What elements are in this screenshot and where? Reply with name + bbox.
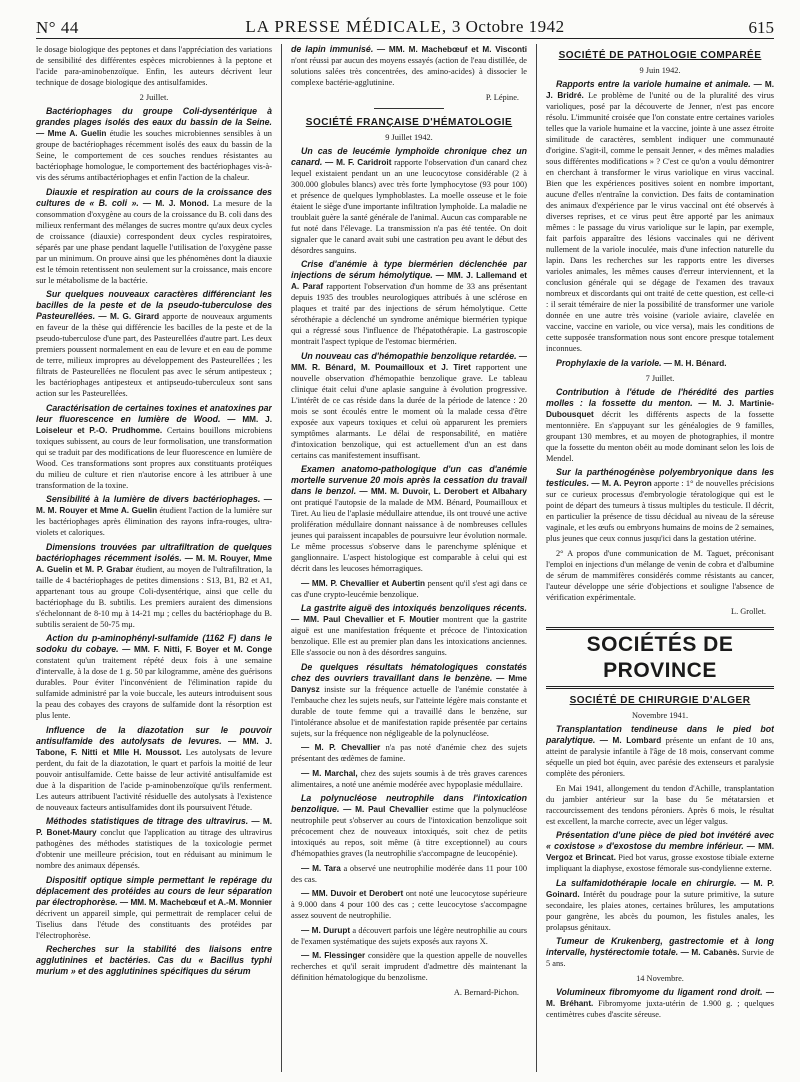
entry-authors: — MM. J. Tabone, F. Nitti et Mlle H. Moussot. <box>36 736 272 757</box>
society-heading: SOCIÉTÉ DE CHIRURGIE D'ALGER <box>569 695 751 706</box>
entry-text: Le problème de l'unité ou de la pluralité des virus varioliques, posé par la découverte de Jenner, n'est pas encore résolu. L'immunité croisée que l'on constate entre certaines varioles telles que la variole humaine et la vaccine, jointe à une assez étroite similitude de caractères, semblent indiquer une communauté d'origine. S'agit-il, comme le pensait Jenner, « des mêmes maladies sous différentes modifications » ? C'est ce qu'on a voulu démontrer en cherchant à transformer le virus variolique en virus vaccinal. Bien que les expériences positives soient en nombre important, aucune d'elles n'entraîne la conviction. Des faits de contamination des animaux d'expérience par le virus vaccinal ont été observés à diverses reprises, et ce virus peut être apporté par les animaux mêmes : le passage du virus variolique sur le lapin, par exemple, fait parfois apparaître des lésions vaccinales qui ne dérivent nullement de la variole inoculée, mais d'une infection naturelle du lapin. Dans les recherches sur les rapports entre les diverses varioles animales, les mêmes causes d'erreur interviennent, et la conclusion générale qui se dégage de l'examen des travaux nombreux et discordants qui ont traité de cette question, est celle-ci : il serait téméraire de nier la possibilité de transformer une variole donnée en une autre très voisine (variole aviaire, clavelée en vaccine, vaccine en variole, ou vice versa), mais les conditions de cette supposée transformation nous sont encore presque totalement inconnues. <box>546 91 774 353</box>
entry-text: étudient, au moyen de l'ultrafiltration, la taille de 4 bactériophages de petites dimensions : S13, B1, B2 et A1, appartenant tous au groupe Coli-dysentérique, ainsi que celle du bactériophage du B. subtilis. Les premiers auraient des dimensions s'échelonnant de 8-10 mμ à 14-21 mμ ; celles du bactériophage du B. subtilis seraient de 50-75 mμ. <box>36 564 272 629</box>
session-date: 9 Juin 1942. <box>639 66 681 75</box>
entry-authors: — M. M. Rouyer et Mme A. Guelin <box>36 495 272 515</box>
entry-text: Pied bot varus, grosse exostose tibiale externe impliquant la diaphyse, exostose fémorale sus-condylienne externe. <box>546 853 774 873</box>
entry-title: Transplantation tendineuse dans le pied bot paralytique. <box>546 724 774 745</box>
entry-text: décrit les différents aspects de la fossette mentonnière. En s'appuyant sur les généalogies de 9 familles, groupant 130 membres, et au moyen de photographies, il montre que la fossette du menton obéit au mode dominant selon les lois de Mendel. <box>546 409 774 463</box>
entry-text: 2° A propos d'une communication de M. Taguet, préconisant l'emploi en injections d'un mélange de venin de cobra et d'albumine de sérum de mammifères considérés comme résistants au cancer, l'auteur développe une série d'objections et souligne l'absence de vérification expérimentale. <box>546 548 774 602</box>
entry-text: n'a pas noté d'anémie chez des sujets présentant des œdèmes de famine. <box>291 743 527 763</box>
section-rule <box>374 108 444 109</box>
column-divider <box>536 44 537 1072</box>
entry-text: ont pratiqué l'autopsie de la malade de MM. Bénard, Poumailloux et Tiret. Au lieu de l'aplasie médullaire attendue, ils ont trouvé une active prolifération médullaire donnant naissance à de nombreuses cellules jeunes qui paraissent incapables de poursuivre leur évolution normale. Le même processus s'observe dans le parenchyme splénique et ganglionnaire. L'aspect histologique est comparable à celui qui est décrit dans les leucoses hémorragiques. <box>291 498 527 573</box>
entry-text: présente un enfant de 10 ans, atteint de paralysie infantile à l'âge de 18 mois, conservant comme séquelle un pied bot équin, avec parésie des extenseurs et paralysie complète des péroniers. <box>546 736 774 778</box>
entry-authors: — MM. Paul Chevallier et F. Moutier <box>291 615 439 624</box>
entry-title: de lapin immunisé. <box>291 44 374 54</box>
entry-title: Contribution à l'étude de l'hérédité des parties molles : la fossette du menton. <box>546 386 774 408</box>
page-number: 615 <box>748 18 774 37</box>
article-entry <box>546 878 774 933</box>
entry-text: apporte de nouveaux arguments en faveur de la thèse qui différencie les bacilles de la peste et de la pseudo-tuberculose d'une part, des Pasteurellées d'autre part. Les deux premiers poussent normalement en eau de levure et en eau de pomme de terre, milieux impropres au développement des Pasteurellées ; les filtrats de Pasteurellées ne floculent pas avec le sérum antipesteux ; les bactériophages antipesteux et antipseudo-tuberculeux sont sans action sur les Pasteurellées. <box>36 312 272 398</box>
session-date: Novembre 1941. <box>631 711 689 720</box>
entry-text: pensent qu'il s'est agi dans ce cas d'une crypto-leucémie benzolique. <box>291 578 527 599</box>
article-entry <box>291 863 527 885</box>
entry-text: a découvert parfois une légère neutrophilie au cours de l'examen systématique des sujets exposés aux rayons X. <box>291 925 527 946</box>
entry-authors: — MM. J. Lallemand et A. Paraf <box>291 271 527 291</box>
article-entry <box>291 351 527 461</box>
entry-authors: — M. Marchal, <box>301 768 358 778</box>
entry-text: rapportent une nouvelle observation d'hémopathie benzolique grave. Le tableau clinique était celui d'une aplasie sanguine à évolution progressive. L'intérêt de ce cas réside dans la durée de la période de latence : 20 mois se sont écoulés entre le moment où la malade cessa d'être exposée aux vapeurs toxiques et celui où apparurent les premiers symptômes alarmants. Le délai de responsabilité, en matière d'intoxication benzolique, qui est actuellement d'un an est dans certains cas manifestement insuffisant. <box>291 362 527 460</box>
entry-text: considère que la question appelle de nouvelles recherches et qu'il serait imprudent d'admettre dès maintenant la définition hématologique du benzolisme. <box>291 951 527 982</box>
article-entry <box>291 768 527 790</box>
report-signature: A. Bernard-Pichon. <box>453 987 519 997</box>
entry-title: Un cas de leucémie lymphoïde chronique chez un canard. <box>291 145 527 167</box>
entry-authors: — M. Flessinger <box>301 951 366 960</box>
entry-authors: — M. M. Rouyer, Mme A. Guelin et M. P. Grabar <box>36 553 272 574</box>
entry-authors: — M. Cabanès. <box>680 948 740 957</box>
article-entry <box>36 875 272 941</box>
entry-authors: — M. P. Bonet-Maury <box>36 817 272 837</box>
entry-text: Certains bouillons microbiens toxiques subissent, au cours de leur formolisation, une transformation qui se traduit par des modifications de leur fluorescence en lumière de Wood. Ces transformations sont propres aux constituants protéiques du milieu de culture et rien n'autorise encore à les attribuer à une transformation de la toxine. <box>36 425 272 490</box>
entry-text: a observé une neutrophilie modérée dans 11 pour 100 des cas. <box>291 863 527 884</box>
journal-name: LA PRESSE MÉDICALE, <box>245 17 448 36</box>
issue-number: N° 44 <box>36 18 79 37</box>
entry-text: n'ont réussi par aucun des moyens essayés (action de l'eau distillée, de solutions salées très concentrées, des amino-acides) à dissocier le complexe bactérie-agglutinine. <box>291 56 527 87</box>
article-entry <box>291 925 527 947</box>
entry-title: Présentation d'une pièce de pied bot invétéré avec « coxistose » d'exostose du membre inférieur. <box>546 830 774 851</box>
article-entry <box>546 936 774 969</box>
entry-title: Sur la parthénogénèse polyembryonique dans les testicules. <box>546 467 774 488</box>
entry-title: Tumeur de Krukenberg, gastrectomie et à long intervalle, hystérectomie totale. <box>546 936 774 957</box>
entry-authors: — M. A. Peyron <box>591 479 652 488</box>
article-entry <box>36 403 272 491</box>
entry-authors: — M. Lombard <box>599 736 662 745</box>
article-entry <box>36 542 272 630</box>
article-entry <box>291 662 527 739</box>
article-entry <box>546 467 774 544</box>
entry-authors: — MM. Duvoir et Derobert <box>301 889 404 898</box>
article-entry <box>36 494 272 538</box>
article-entry <box>36 44 272 88</box>
entry-authors: — M. J. Martinie-Dubousquet <box>546 398 774 419</box>
entry-text: montrent que la gastrite aiguë est une manifestation fréquente et précoce de l'intoxication benzolique. Elle est au premier plan dans les intoxications anciennes. Elle s'associe ou non à des désordres sanguins. <box>291 615 527 657</box>
journal-title <box>36 17 774 37</box>
entry-authors: — MM. M. Duvoir, L. Derobert et Albahary <box>359 487 527 496</box>
entry-text: estime que la polynucléose neutrophile peut s'observer au cours de l'intoxication benzolique soit précocement chez de nouveaux intoxiqués, soit chez de petits intoxiqués au repos, soit même (à titre exceptionnel) au cours d'hémopathies graves (la neutrophilie s'accompagne de leucopénie). <box>291 805 527 858</box>
article-entry <box>291 888 527 921</box>
entry-text: le dosage biologique des peptones et dans l'appréciation des variations de sensibilité des différentes espèces microbiennes à la peptone et l'acide para-aminobenzoïque. Enfin, les auteurs décrivent leur technique de dosage biologique des antisulfamides. <box>36 45 272 87</box>
entry-text: rapportent l'observation d'un homme de 33 ans présentant depuis 1935 des troubles neurologiques attribués à une sclérose en plaques et traité par des injections de sérum hémolytique. Cette sérothérapie a déclenché un syndrome anémique biermérien typique qui a régressé sous l'influence de l'hépatothérapie. La gastroscopie montrait l'aspect typique de l'estomac biermérien. <box>291 282 527 346</box>
article-entry <box>291 950 527 983</box>
entry-authors: — MM. J. Loiseleur et P.-O. Prudhomme. <box>36 414 272 435</box>
entry-title: Influence de la diazotation sur le pouvoir antisulfamide des autolysats de levures. <box>36 724 272 746</box>
entry-title: La sulfamidothérapie locale en chirurgie. <box>556 877 737 888</box>
entry-text: étudient l'action de la lumière sur les bactériophages après élimination des rayons infra-rouges, ultra-violets et caloriques. <box>36 506 272 537</box>
entry-authors: — M. Bréhant. <box>546 988 774 1008</box>
entry-authors: — M. Durupt <box>301 925 351 935</box>
entry-authors: — MM. M. Machebœuf et M. Visconti <box>376 45 527 54</box>
column-1 <box>36 44 272 1074</box>
entry-title: Sur quelques nouveaux caractères différenciant les bacilles de la peste et de la pseudo-tuberculose des Pasteurellées. <box>36 289 272 321</box>
entry-authors: — MM. F. Nitti, F. Boyer et M. Conge <box>122 645 272 654</box>
article-entry <box>546 724 774 779</box>
article-entry <box>36 633 272 721</box>
entry-authors: — M. F. Caridroit <box>325 157 392 167</box>
entry-title: Volumineux fibromyome du ligament rond droit. <box>556 987 763 997</box>
entry-text: conclut que l'application au titrage des ultravirus pathogènes des méthodes statistiques de la toxicologie permet d'obtenir une meilleure précision, tout en réduisant au minimum le nombre des animaux dépensés. <box>36 828 272 870</box>
entry-text: En Mai 1941, allongement du tendon d'Achille, transplantation du jambier antérieur sur la base du 5e métatarsien et raccourcissement des tendons péroniers. Après 6 mois, le résultat est excellent, la marche correcte, avec un léger valgus. <box>546 783 774 826</box>
entry-title: Caractérisation de certaines toxines et anatoxines par leur fluorescence en lumière de Wood. <box>36 402 272 424</box>
session-date: 2 Juillet. <box>139 93 169 102</box>
article-entry <box>291 44 527 88</box>
entry-title: Examen anatomo-pathologique d'un cas d'anémie mortelle survenue 20 mois après la cessation du travail dans le benzol. <box>291 464 527 496</box>
article-entry <box>291 578 527 600</box>
entry-title: Diauxie et respiration au cours de la croissance des cultures de « B. coli ». <box>36 186 272 208</box>
entry-title: La gastrite aiguë des intoxiqués benzoliques récents. <box>301 603 527 613</box>
entry-text: chez des sujets soumis à de très graves carences alimentaires, a noté une anémie modérée avec hypoplasie médullaire. <box>291 768 527 789</box>
entry-title: Sensibilité à la lumière de divers bactériophages. <box>46 494 261 504</box>
session-date: 14 Novembre. <box>636 974 684 983</box>
entry-title: Rapports entre la variole humaine et animale. <box>556 79 751 89</box>
session-date: 9 Juillet 1942. <box>385 132 433 142</box>
entry-authors: — M. Paul Chevallier <box>343 805 429 814</box>
article-entry <box>546 830 774 874</box>
entry-title: De quelques résultats hématologiques constatés chez des ouvriers travaillant dans le benzène. <box>291 661 527 683</box>
entry-authors: — MM. P. Chevallier et Aubertin <box>301 578 426 588</box>
society-heading: SOCIÉTÉ DE PATHOLOGIE COMPARÉE <box>558 50 762 61</box>
entry-title: Recherches sur la stabilité des liaisons entre agglutinines et bactéries. Cas du « Bacillus typhi murium » et des agglutinines spécifiques du sérum <box>36 944 272 976</box>
entry-authors: — M. P. Goinard. <box>546 878 774 899</box>
entry-authors: — MM. R. Bénard, M. Poumailloux et J. Tiret <box>291 351 527 372</box>
entry-authors: — MM. Vergoz et Brincat. <box>546 842 774 862</box>
entry-text: Fibromyome juxta-utérin de 1.900 g. ; quelques centimètres cubes d'ascite séreuse. <box>546 999 774 1019</box>
entry-title: Dimensions trouvées par ultrafiltration de quelques bactériophages récemment isolés. <box>36 541 272 563</box>
entry-authors: — Mme Danysz <box>291 673 527 694</box>
article-entry <box>546 358 774 369</box>
article-entry <box>36 187 272 286</box>
entry-authors: — MM. M. Machebœuf et A.-M. Monnier <box>119 897 272 907</box>
article-entry <box>291 603 527 658</box>
article-entry <box>291 259 527 347</box>
entry-text: Intérêt du poudrage pour la suture primitive, la suture secondaire, les plaies atones, certaines brûlures, les amputations pour gangrène, les abcès du poumon, les fistules anales, les prolapsus génitaux. <box>546 889 774 932</box>
entry-text: Survie de 5 ans. <box>546 948 774 968</box>
entry-title: Un nouveau cas d'hémopathie benzolique retardée. <box>301 350 517 361</box>
entry-authors: — M. H. Bénard. <box>663 358 727 368</box>
entry-title: Crise d'anémie à type biermérien déclenchée par injections de sérum hémolytique. <box>291 259 527 280</box>
entry-text: constatent qu'un traitement répété deux fois à une semaine d'intervalle, à la dose de 1 g. 50 par kilogramme, amène des guérisons durables. Pour éviter l'inconvénient de l'élimination rapide du sulfamide administré par la voie buccale, les auteurs introduisent sous la peau des cobayes des crayons de sulfamide dont la résorption est plus lente. <box>36 656 272 720</box>
entry-title: Dispositif optique simple permettant le repérage du déplacement des protéides au cours de leur séparation par électrophorèse. <box>36 874 272 907</box>
entry-text: décrivent un appareil simple, qui permettrait de remplacer celui de Tiselius dans l'étude des constituants des protéides par l'électrophorèse. <box>36 908 272 940</box>
article-entry <box>546 387 774 464</box>
article-entry <box>36 106 272 183</box>
entry-authors: — M. J. Bridré. <box>546 80 774 100</box>
entry-text: rapporte l'observation d'un canard chez lequel existaient pendant un an une leucocytose considérable (2 à 300.000 globules blancs) avec très forte lymphocytose (93 pour 100) et présence de quelques lymphoblastes. La moelle osseuse et le foie étaient le siège d'une importante infiltration lymphoïde. La maladie ne troublait guère la santé générale de l'animal. Aucun cas comparable ne fut noté dans l'élevage. La transmission n'a pas été tentée. On doit signaler que le canard avait subi une castration peu avant le début des désordres sanguins. <box>291 157 527 255</box>
entry-authors: — M. J. Monod. <box>142 198 209 208</box>
article-entry <box>291 464 527 574</box>
article-entry <box>291 146 527 256</box>
entry-title: Bactériophages du groupe Coli-dysentérique à grandes plages isolés des eaux du bassin de la Seine. <box>36 106 272 127</box>
entry-title: Action du p-aminophényl-sulfamide (1162 F) dans le sodoku du cobaye. <box>36 633 272 654</box>
entry-authors: — M. P. Chevallier <box>301 743 381 752</box>
society-heading: SOCIÉTÉ FRANÇAISE D'HÉMATOLOGIE <box>305 116 513 128</box>
column-divider <box>281 44 282 1072</box>
section-banner: SOCIÉTÉS DE PROVINCE <box>546 627 774 689</box>
entry-title: La polynucléose neutrophile dans l'intoxication benzolique. <box>291 793 527 814</box>
entry-authors: — M. Tara <box>301 863 341 873</box>
entry-text: Les autolysats de levure perdent, du fait de la diazotation, le quart et parfois la moitié de leur pouvoir antisulfamide. Cette baisse de leur activité antisulfamide est due à la disparition de l'acide p-aminobenzoïque qu'ils renferment. Les auteurs attribuent l'activité résiduelle des autolysats à l'existence de nouveaux facteurs antisulfamides dont ils poursuivent l'étude. <box>36 747 272 812</box>
article-entry <box>291 742 527 764</box>
report-signature: L. Grollet. <box>731 607 766 616</box>
entry-text: étudie les souches microbiennes sensibles à un groupe de bactériophages récemment isolés des eaux du bassin de la Seine, le comportement de ces souches rendues résistantes au bactériophage homologue, le comportement des bactériophages vis-à-vis des sérums antibactériophages et enfin l'action de la chaleur. <box>36 129 272 182</box>
article-entry <box>546 783 774 827</box>
entry-text: apporte : 1° de nouvelles précisions sur ce curieux processus d'embryologie tératologique qui est le point de départ des tumeurs à tissus multiples du testicule. Il décrit, en particulier la présence de tissu décidual au niveau de la séreuse vaginale, et les œufs ou embryons humains de moins de 2 semaines, plus jeunes que ceux connus jusqu'ici dans la gestation utérine. <box>546 479 774 543</box>
column-3 <box>546 44 774 1074</box>
issue-date: 3 Octobre 1942 <box>451 17 565 36</box>
report-signature: P. Lépine. <box>485 92 519 102</box>
article-entry <box>291 793 527 859</box>
entry-text: La mesure de la consommation d'oxygène au cours de la croissance du B. coli dans des milieux renfermant des mélanges de sucres montre qu'aux deux cycles de croissance (diauxie) correspondent deux cycles respiratoires, séparés par une phase pendant laquelle l'utilisation de l'oxygène passe par un minimum. On prouve ainsi que les phénomènes dont la diauxie est le témoin retentissent non seulement sur la croissance, mais encore sur le métabolisme de la bactérie. <box>36 198 272 285</box>
entry-text: insiste sur la fréquence actuelle de l'anémie constatée à l'embauche chez les sujets neufs, sur l'atteinte légère mais constante et durable de toute femme qui a travaillé dans le benzène, sur l'intolérance absolue et de manifestation rapide présentée par certains sujets, sur la fréquence non négligeable de la polynucléose. <box>291 684 527 738</box>
masthead <box>36 14 774 39</box>
entry-authors: — Mme A. Guelin <box>36 129 107 138</box>
article-entry <box>546 548 774 603</box>
session-date: 7 Juillet. <box>645 373 675 383</box>
entry-title: Méthodes statistiques de titrage des ultravirus. <box>46 816 249 826</box>
entry-title: Prophylaxie de la variole. <box>556 357 662 368</box>
article-entry <box>36 816 272 871</box>
article-entry <box>36 725 272 813</box>
entry-text: ont noté une leucocytose supérieure à 9.000 dans 4 pour 100 des cas ; cette leucocytose s'accompagne assez souvent de neutrophilie. <box>291 889 527 920</box>
article-entry <box>546 79 774 354</box>
column-2 <box>291 44 527 1074</box>
entry-authors: — M. G. Girard <box>98 312 160 321</box>
article-entry <box>36 289 272 399</box>
article-entry <box>36 944 272 977</box>
article-entry <box>546 987 774 1020</box>
